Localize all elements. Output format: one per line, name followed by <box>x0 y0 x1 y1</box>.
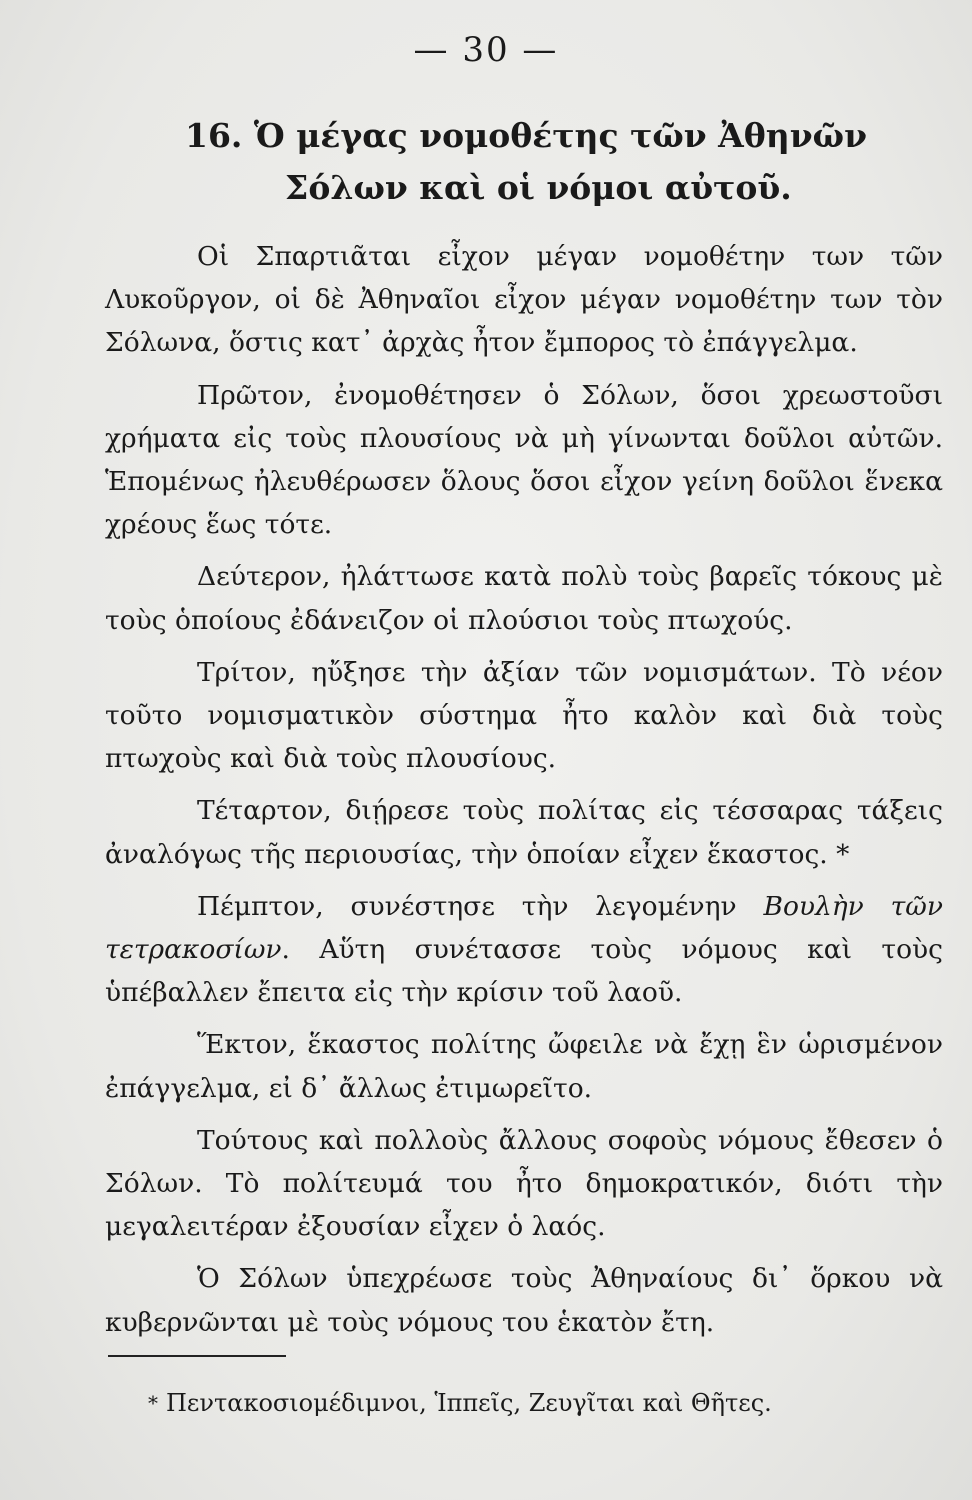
body-text <box>105 235 943 1353</box>
chapter-heading-line-2: Σόλων καὶ οἱ νόμοι αὐτοῦ. <box>285 168 792 207</box>
paragraph-4 <box>105 651 943 781</box>
paragraph-text: Τρίτον, ηὔξησε τὴν ἀξίαν τῶν νομισμάτων. Τὸ νέον τοῦτο νομισματικὸν σύστημα ἦτο καλὸν καὶ διὰ τοὺς πτωχοὺς καὶ διὰ τοὺς πλουσίους. <box>105 656 943 775</box>
paragraph-text: . Αὕτη συνέτασσε τοὺς νόμους καὶ τοὺς ὑπέβαλλεν ἔπειτα εἰς τὴν κρίσιν τοῦ λαοῦ. <box>105 934 943 1009</box>
paragraph-text: Τέταρτον, διῄρεσε τοὺς πολίτας εἰς τέσσαρας τάξεις ἀναλόγως τῆς περιουσίας, τὴν ὁποίαν εἶχεν ἕκαστος. * <box>105 795 943 870</box>
paragraph-9 <box>105 1257 943 1343</box>
paragraph-1 <box>105 235 943 365</box>
paragraph-8 <box>105 1119 943 1249</box>
paragraph-2 <box>105 374 943 547</box>
footnote-text: Πεντακοσιομέδιμνοι, Ἱππεῖς, Ζευγῖται καὶ Θῆτες. <box>166 1389 772 1417</box>
page-number: — 30 — <box>413 30 559 70</box>
footnote-divider <box>108 1355 286 1357</box>
paragraph-3 <box>105 555 943 641</box>
footnote <box>148 1385 948 1421</box>
paragraph-text: Δεύτερον, ἠλάττωσε κατὰ πολὺ τοὺς βαρεῖς τόκους μὲ τοὺς ὁποίους ἐδάνειζον οἱ πλούσιοι τοὺς πτωχούς. <box>105 561 943 636</box>
paragraph-6 <box>105 885 943 1015</box>
footnote-marker: * <box>148 1391 158 1415</box>
paragraph-text: Ὁ Σόλων ὑπεχρέωσε τοὺς Ἀθηναίους δι᾽ ὅρκου νὰ κυβερνῶνται μὲ τοὺς νόμους του ἑκατὸν ἔτη. <box>105 1263 943 1338</box>
paragraph-text: Ἕκτον, ἕκαστος πολίτης ὤφειλε νὰ ἔχῃ ἓν ὡρισμένον ἐπάγγελμα, εἰ δ᾽ ἄλλως ἐτιμωρεῖτο. <box>105 1029 943 1104</box>
chapter-heading-line-1: 16. Ὁ μέγας νομοθέτης τῶν Ἀθηνῶν <box>185 116 867 155</box>
paragraph-text: Πέμπτον, συνέστησε τὴν λεγομένην <box>197 890 764 922</box>
paragraph-7 <box>105 1023 943 1109</box>
chapter-heading <box>185 110 945 214</box>
paragraph-text: Τούτους καὶ πολλοὺς ἄλλους σοφοὺς νόμους ἔθεσεν ὁ Σόλων. Τὸ πολίτευμά του ἦτο δημοκρατικόν, διότι τὴν μεγαλειτέραν ἐξουσίαν εἶχεν ὁ λαός. <box>105 1124 943 1243</box>
paragraph-text: Πρῶτον, ἐνομοθέτησεν ὁ Σόλων, ὅσοι χρεωστοῦσι χρήματα εἰς τοὺς πλουσίους νὰ μὴ γίνωνται δοῦλοι αὐτῶν. Ἑπομένως ἠλευθέρωσεν ὅλους ὅσοι εἶχον γείνη δοῦλοι ἕνεκα χρέους ἕως τότε. <box>105 379 943 541</box>
paragraph-text: Οἱ Σπαρτιᾶται εἶχον μέγαν νομοθέτην των τῶν Λυκοῦργον, οἱ δὲ Ἀθηναῖοι εἶχον μέγαν νομοθέτην των τὸν Σόλωνα, ὅστις κατ᾽ ἀρχὰς ἦτον ἔμπορος τὸ ἐπάγγελμα. <box>105 241 943 359</box>
italic-term: Βουλὴν τῶν τετρακοσίων <box>105 890 944 966</box>
paragraph-5 <box>105 789 943 875</box>
